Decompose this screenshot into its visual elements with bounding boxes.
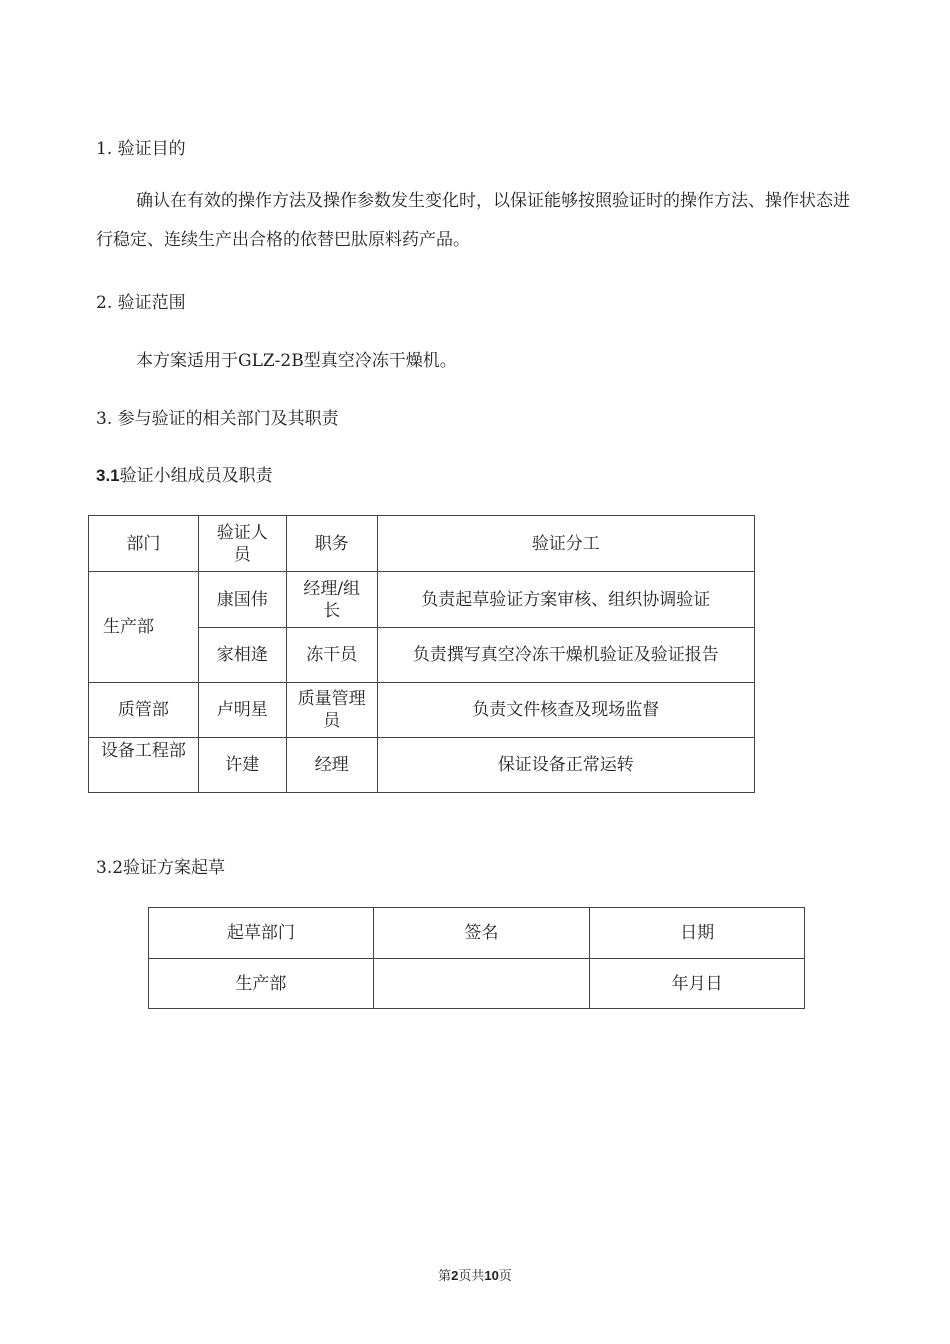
section-2-heading: 2. 验证范围 xyxy=(96,293,186,313)
dept-cell: 质管部 xyxy=(89,683,199,738)
page-number: 2 xyxy=(451,1268,459,1283)
table-row xyxy=(89,572,755,628)
dept-cell: 生产部 xyxy=(89,572,199,683)
section-1-body: 确认在有效的操作方法及操作参数发生变化时，以保证能够按照验证时的操作方法、操作状态进行稳定、连续生产出合格的依替巴肽原料药产品。 xyxy=(96,191,850,250)
date-cell: 年月日 xyxy=(590,959,805,1009)
header-cell: 日期 xyxy=(590,908,805,959)
header-cell: 验证人员 xyxy=(198,516,286,572)
subsection-3-1-heading xyxy=(96,461,273,486)
person-cell: 许建 xyxy=(198,738,286,793)
signature-cell xyxy=(373,959,590,1009)
drafting-table xyxy=(148,907,805,1009)
table-row xyxy=(89,683,755,738)
title-cell: 经理/组长 xyxy=(286,572,377,628)
header-cell: 职务 xyxy=(286,516,377,572)
dept-cell: 生产部 xyxy=(149,959,374,1009)
table-row xyxy=(149,959,805,1009)
person-cell: 康国伟 xyxy=(198,572,286,628)
person-cell: 卢明星 xyxy=(198,683,286,738)
table-header-row xyxy=(149,908,805,959)
table-header-row xyxy=(89,516,755,572)
dept-cell: 设备工程部 xyxy=(89,738,199,793)
title-cell: 质量管理员 xyxy=(286,683,377,738)
header-cell: 签名 xyxy=(373,908,590,959)
footer-prefix: 第 xyxy=(438,1269,452,1284)
header-cell: 部门 xyxy=(89,516,199,572)
table-row xyxy=(89,738,755,793)
footer-middle: 页共 xyxy=(458,1269,485,1284)
subsection-3-1-title: 验证小组成员及职责 xyxy=(119,466,273,486)
title-cell: 经理 xyxy=(286,738,377,793)
page-footer xyxy=(0,1265,950,1284)
section-1-heading: 1. 验证目的 xyxy=(96,139,186,159)
duty-cell: 负责撰写真空冷冻干燥机验证及验证报告 xyxy=(377,628,754,683)
header-cell: 验证分工 xyxy=(377,516,754,572)
total-pages: 10 xyxy=(484,1268,499,1283)
section-2-body: 本方案适用于GLZ-2B型真空冷冻干燥机。 xyxy=(136,351,457,371)
duty-cell: 保证设备正常运转 xyxy=(377,738,754,793)
validation-team-table xyxy=(88,515,755,793)
subsection-3-1-number: 3.1 xyxy=(96,466,120,485)
section-3-heading: 3. 参与验证的相关部门及其职责 xyxy=(96,409,339,429)
header-cell: 起草部门 xyxy=(149,908,374,959)
title-cell: 冻干员 xyxy=(286,628,377,683)
person-cell: 家相逄 xyxy=(198,628,286,683)
footer-suffix: 页 xyxy=(498,1269,512,1284)
duty-cell: 负责起草验证方案审核、组织协调验证 xyxy=(377,572,754,628)
duty-cell: 负责文件核查及现场监督 xyxy=(377,683,754,738)
subsection-3-2-heading: 3.2验证方案起草 xyxy=(96,858,226,878)
